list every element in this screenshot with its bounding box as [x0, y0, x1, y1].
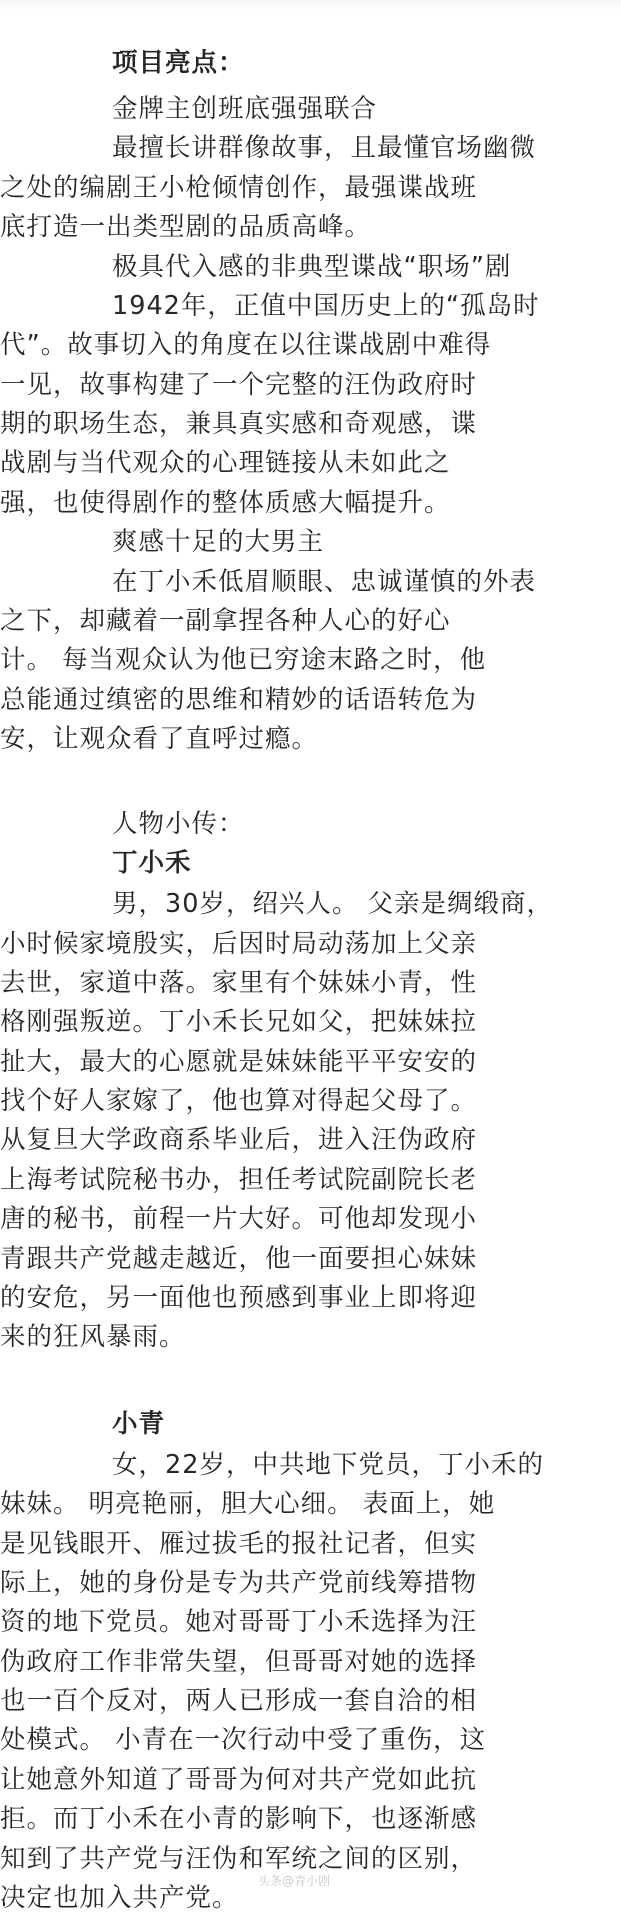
paragraph-line: 是见钱眼开、雁过拔毛的报社记者，但实	[0, 1529, 478, 1559]
paragraph-line: 男，30岁，绍兴人。 父亲是绸缎商，	[112, 889, 554, 919]
paragraph-line: 一见，故事构建了一个完整的汪伪政府时	[0, 370, 478, 400]
paragraph-line: 金牌主创班底强强联合	[112, 94, 378, 124]
paragraph-line: 1942年，正值中国历史上的“孤岛时	[112, 291, 540, 321]
paragraph-line: 战剧与当代观众的心理链接从未如此之	[0, 448, 451, 478]
paragraph-line: 格刚强叛逆。丁小禾长兄如父，把妹妹拉	[0, 1007, 478, 1037]
paragraph-line: 强，也使得剧作的整体质感大幅提升。	[0, 488, 451, 518]
top-strip	[0, 0, 621, 10]
paragraph-line: 也一百个反对，两人已形成一套自洽的相	[0, 1686, 478, 1716]
section-heading: 项目亮点：	[112, 48, 245, 78]
paragraph-line: 极具代入感的非典型谍战“职场”剧	[112, 252, 512, 282]
paragraph-line: 扯大，最大的心愿就是妹妹能平平安安的	[0, 1047, 478, 1077]
section-heading: 小青	[112, 1409, 166, 1439]
paragraph-line: 伪政府工作非常失望，但哥哥对她的选择	[0, 1647, 478, 1677]
paragraph-line: 际上，她的身份是专为共产党前线筹措物	[0, 1568, 478, 1598]
paragraph-line: 小时候家境殷实，后因时局动荡加上父亲	[0, 929, 478, 959]
paragraph-line: 在丁小禾低眉顺眼、忠诚谨慎的外表	[112, 567, 537, 597]
paragraph-line: 来的狂风暴雨。	[0, 1322, 186, 1352]
paragraph-line: 处模式。 小青在一次行动中受了重伤，这	[0, 1725, 487, 1755]
section-heading: 丁小禾	[112, 848, 192, 878]
paragraph-line: 计。 每当观众认为他已穷途末路之时，他	[0, 645, 487, 675]
paragraph-line: 期的职场生态，兼具真实感和奇观感，谍	[0, 409, 478, 439]
paragraph-line: 底打造一出类型剧的品质高峰。	[0, 212, 372, 242]
paragraph-line: 总能通过缜密的思维和精妙的话语转危为	[0, 685, 478, 715]
paragraph-line: 之下，却藏着一副拿捏各种人心的好心	[0, 606, 451, 636]
paragraph-line: 找个好人家嫁了，他也算对得起父母了。	[0, 1086, 478, 1116]
paragraph-line: 安，让观众看了直呼过瘾。	[0, 724, 319, 754]
paragraph-line: 妹妹。 明亮艳丽，胆大心细。 表面上，她	[0, 1489, 496, 1519]
paragraph-line: 的安危，另一面他也预感到事业上即将迎	[0, 1283, 478, 1313]
paragraph-line: 人物小传：	[112, 809, 245, 839]
paragraph-line: 青跟共产党越走越近，他一面要担心妹妹	[0, 1244, 478, 1274]
paragraph-line: 资的地下党员。她对哥哥丁小禾选择为汪	[0, 1607, 478, 1637]
paragraph-line: 从复旦大学政商系毕业后，进入汪伪政府	[0, 1125, 478, 1155]
paragraph-line: 唐的秘书，前程一片大好。可他却发现小	[0, 1204, 478, 1234]
paragraph-line: 让她意外知道了哥哥为何对共产党如此抗	[0, 1765, 478, 1795]
paragraph-line: 最擅长讲群像故事，且最懂官场幽微	[112, 133, 537, 163]
watermark: 头条@青小剧	[258, 1874, 331, 1888]
paragraph-line: 拒。而丁小禾在小青的影响下，也逐渐感	[0, 1804, 478, 1834]
paragraph-line: 代”。故事切入的角度在以往谍战剧中难得	[0, 330, 492, 360]
paragraph-line: 之处的编剧王小枪倾情创作，最强谍战班	[0, 173, 478, 203]
paragraph-line: 女，22岁，中共地下党员，丁小禾的	[112, 1450, 544, 1480]
paragraph-line: 爽感十足的大男主	[112, 527, 325, 557]
paragraph-line: 去世，家道中落。家里有个妹妹小青，性	[0, 968, 478, 998]
paragraph-line: 知到了共产党与汪伪和军统之间的区别，	[0, 1844, 478, 1874]
paragraph-line: 决定也加入共产党。	[0, 1883, 239, 1913]
paragraph-line: 上海考试院秘书办，担任考试院副院长老	[0, 1165, 478, 1195]
